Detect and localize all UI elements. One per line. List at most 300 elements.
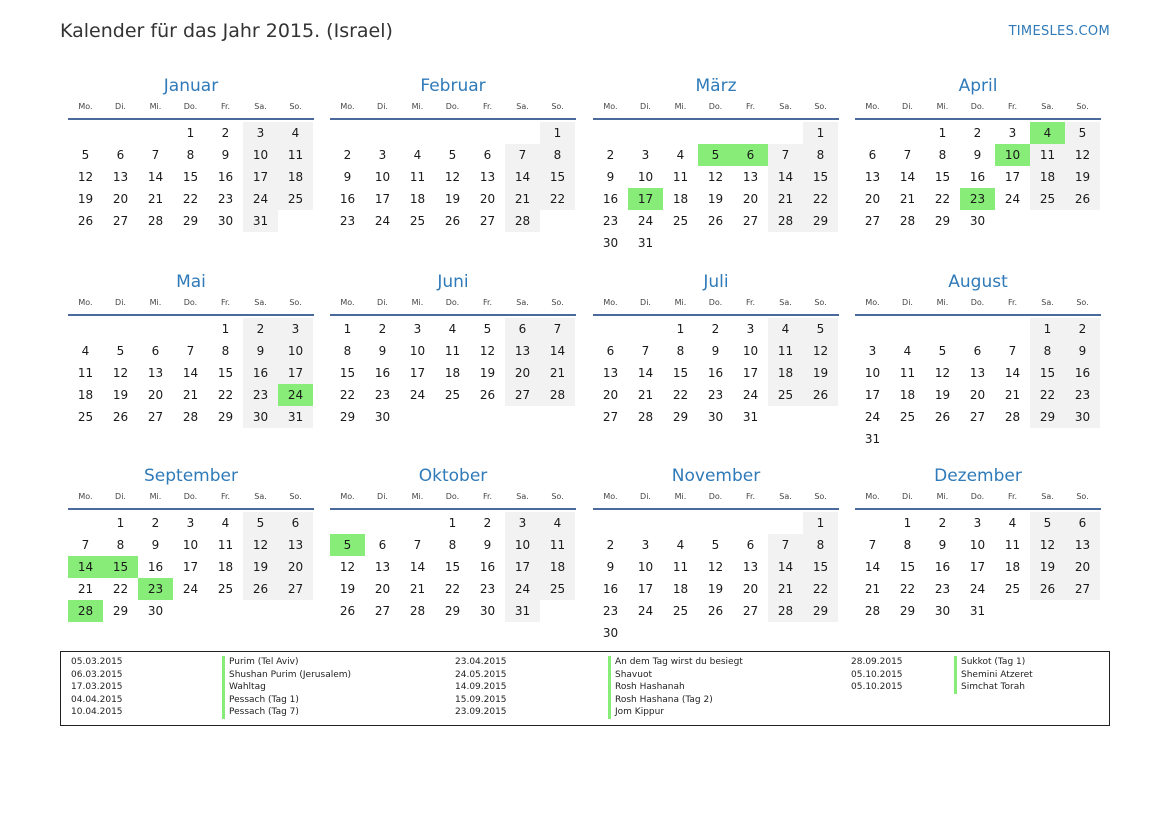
month-8 [855,270,1101,450]
weekday-header [68,490,314,504]
day-cell: 23 [1065,384,1100,406]
day-cell: 8 [116,538,125,552]
day-cell: 26 [339,604,356,618]
day-cell: 26 [707,214,724,228]
empty-cell [173,600,208,622]
day-cell: 14 [540,340,575,362]
weekday-label: So. [551,102,564,111]
day-cell: 23 [138,578,173,600]
day-cell: 21 [505,188,540,210]
day-cell: 11 [672,560,689,574]
day-cell: 4 [676,148,685,162]
empty-cell [733,622,768,644]
empty-cell [855,122,890,144]
empty-cell [278,210,313,232]
weekday-header [593,490,839,504]
day-cell: 9 [711,344,720,358]
weekday-header [593,296,839,310]
empty-cell [995,428,1030,450]
weekday-label: Sa. [779,298,792,307]
weekday-label: Fr. [220,102,231,111]
days-grid [855,318,1101,450]
weekday-label: Sa. [1041,492,1054,501]
day-cell: 29 [934,214,951,228]
holiday-date: 24.05.2015 [455,669,507,680]
day-cell: 26 [77,214,94,228]
days-grid [68,512,314,622]
day-cell: 9 [483,538,492,552]
empty-cell [995,318,1030,340]
day-cell: 25 [409,214,426,228]
day-cell: 24 [969,582,986,596]
holiday-date: 23.09.2015 [455,707,507,717]
day-cell: 18 [1030,166,1065,188]
day-cell: 17 [374,192,391,206]
day-cell: 13 [505,340,540,362]
day-cell: 18 [1004,560,1021,574]
weekday-label: Do. [183,102,198,111]
day-cell: 18 [217,560,234,574]
weekday-label: Mi. [411,492,424,501]
day-cell: 2 [483,516,492,530]
weekday-label: Mo. [865,102,880,111]
day-cell: 14 [1004,366,1021,380]
day-cell: 10 [637,560,654,574]
day-cell: 7 [903,148,912,162]
day-cell: 9 [243,340,278,362]
day-cell: 5 [803,318,838,340]
empty-cell [540,600,575,622]
day-cell: 7 [768,144,803,166]
day-cell: 13 [147,366,164,380]
day-cell: 18 [672,582,689,596]
day-cell: 10 [742,344,759,358]
empty-cell [68,122,103,144]
weekday-label: Fr. [745,492,756,501]
header-rule [855,118,1101,120]
weekday-label: Fr. [1007,492,1018,501]
day-cell: 3 [378,148,387,162]
day-cell: 9 [606,560,615,574]
day-cell: 25 [217,582,234,596]
day-cell: 3 [243,122,278,144]
empty-cell [628,318,663,340]
day-cell: 27 [1065,578,1100,600]
empty-cell [768,122,803,144]
day-cell: 26 [1030,578,1065,600]
day-cell: 14 [637,366,654,380]
empty-cell [768,512,803,534]
holiday-name: An dem Tag wirst du besiegt [608,656,743,669]
day-cell: 8 [540,144,575,166]
month-7 [593,270,839,428]
empty-cell [890,428,925,450]
days-grid [593,318,839,428]
day-cell: 24 [1004,192,1021,206]
day-cell: 28 [540,384,575,406]
header-rule [330,118,576,120]
empty-cell [1065,428,1100,450]
day-cell: 27 [864,214,881,228]
day-cell: 10 [278,340,313,362]
holiday-name: Purim (Tel Aviv) [222,656,351,669]
day-cell: 4 [1030,122,1065,144]
empty-cell [400,406,435,428]
day-cell: 23 [960,188,995,210]
weekday-label: Do. [445,102,460,111]
weekday-label: So. [1076,102,1089,111]
day-cell: 19 [803,362,838,384]
header-rule [68,118,314,120]
empty-cell [1030,428,1065,450]
day-cell: 10 [995,144,1030,166]
day-cell: 13 [1065,534,1100,556]
holiday-name: Rosh Hashanah [608,681,743,694]
day-cell: 20 [742,582,759,596]
day-cell: 23 [934,582,951,596]
day-cell: 8 [186,148,195,162]
day-cell: 19 [707,582,724,596]
weekday-label: Sa. [254,492,267,501]
day-cell: 9 [378,344,387,358]
weekday-label: Mi. [936,298,949,307]
empty-cell [698,232,733,254]
weekday-label: Di. [377,102,388,111]
day-cell: 27 [147,410,164,424]
day-cell: 28 [864,604,881,618]
header-rule [855,314,1101,316]
weekday-label: Mo. [340,492,355,501]
day-cell: 24 [243,188,278,210]
day-cell: 8 [1030,340,1065,362]
day-cell: 17 [628,188,663,210]
empty-cell [435,122,470,144]
month-12 [855,464,1101,622]
empty-cell [68,318,103,340]
holiday-names-column-2 [608,656,743,719]
day-cell: 17 [864,388,881,402]
day-cell: 6 [973,344,982,358]
day-cell: 3 [746,322,755,336]
day-cell: 18 [444,366,461,380]
weekday-label: Mo. [865,298,880,307]
day-cell: 28 [409,604,426,618]
weekday-label: Di. [902,492,913,501]
weekday-label: Do. [708,492,723,501]
day-cell: 30 [243,406,278,428]
empty-cell [330,512,365,534]
day-cell: 5 [330,534,365,556]
weekday-label: Fr. [482,298,493,307]
day-cell: 16 [602,192,619,206]
empty-cell [768,622,803,644]
empty-cell [890,318,925,340]
empty-cell [330,122,365,144]
day-cell: 2 [378,322,387,336]
day-cell: 4 [676,538,685,552]
day-cell: 23 [479,582,496,596]
day-cell: 12 [77,170,94,184]
holiday-date: 05.10.2015 [851,669,903,680]
day-cell: 20 [505,362,540,384]
day-cell: 3 [641,148,650,162]
day-cell: 30 [217,214,234,228]
weekday-label: Di. [640,102,651,111]
day-cell: 31 [637,236,654,250]
weekday-label: Do. [445,298,460,307]
day-cell: 21 [768,578,803,600]
weekday-label: Mo. [78,102,93,111]
day-cell: 1 [1030,318,1065,340]
day-cell: 20 [969,388,986,402]
month-5 [68,270,314,428]
day-cell: 14 [68,556,103,578]
day-cell: 22 [339,388,356,402]
day-cell: 16 [243,362,278,384]
day-cell: 9 [221,148,230,162]
day-cell: 21 [409,582,426,596]
day-cell: 29 [182,214,199,228]
day-cell: 29 [444,604,461,618]
holiday-name: Jom Kippur [608,706,743,719]
empty-cell [803,232,838,254]
holiday-names-column-1 [222,656,351,719]
holiday-date: 06.03.2015 [71,669,123,680]
day-cell: 17 [505,556,540,578]
day-cell: 22 [803,188,838,210]
day-cell: 26 [707,604,724,618]
weekday-label: So. [814,298,827,307]
day-cell: 26 [444,214,461,228]
day-cell: 27 [505,384,540,406]
day-cell: 6 [151,344,160,358]
day-cell: 19 [112,388,129,402]
weekday-label: Do. [445,492,460,501]
day-cell: 22 [1030,384,1065,406]
holiday-legend [60,651,1110,726]
weekday-label: Do. [183,298,198,307]
empty-cell [663,122,698,144]
day-cell: 22 [899,582,916,596]
day-cell: 11 [672,170,689,184]
day-cell: 24 [637,604,654,618]
empty-cell [698,622,733,644]
day-cell: 4 [448,322,457,336]
day-cell: 12 [707,170,724,184]
day-cell: 31 [505,600,540,622]
day-cell: 19 [1065,166,1100,188]
day-cell: 7 [868,538,877,552]
day-cell: 7 [81,538,90,552]
weekday-label: Mi. [149,492,162,501]
weekday-label: Mi. [411,102,424,111]
header-rule [68,314,314,316]
day-cell: 12 [707,560,724,574]
weekday-label: So. [814,102,827,111]
day-cell: 23 [707,388,724,402]
weekday-label: Fr. [745,102,756,111]
day-cell: 16 [969,170,986,184]
day-cell: 15 [540,166,575,188]
month-6 [330,270,576,428]
days-grid [593,122,839,254]
day-cell: 25 [672,214,689,228]
day-cell: 22 [182,192,199,206]
day-cell: 17 [409,366,426,380]
day-cell: 18 [409,192,426,206]
weekday-label: So. [289,492,302,501]
day-cell: 14 [899,170,916,184]
day-cell: 24 [864,410,881,424]
weekday-label: Fr. [220,492,231,501]
day-cell: 3 [1008,126,1017,140]
day-cell: 30 [969,214,986,228]
day-cell: 15 [803,166,838,188]
day-cell: 25 [1004,582,1021,596]
day-cell: 13 [602,366,619,380]
month-4 [855,74,1101,232]
days-grid [68,318,314,428]
day-cell: 12 [934,366,951,380]
month-name: Mai [176,272,206,292]
day-cell: 24 [278,384,313,406]
holiday-name: Sukkot (Tag 1) [954,656,1033,669]
days-grid [330,122,576,232]
day-cell: 5 [1065,122,1100,144]
weekday-header [855,100,1101,114]
day-cell: 9 [343,170,352,184]
day-cell: 25 [672,604,689,618]
day-cell: 30 [934,604,951,618]
day-cell: 16 [147,560,164,574]
empty-cell [698,122,733,144]
empty-cell [68,512,103,534]
day-cell: 6 [606,344,615,358]
holiday-name: Wahltag [222,681,351,694]
weekday-label: Sa. [516,492,529,501]
day-cell: 23 [602,604,619,618]
weekday-label: So. [551,492,564,501]
day-cell: 13 [742,560,759,574]
empty-cell [400,512,435,534]
day-cell: 11 [540,534,575,556]
weekday-label: Fr. [1007,298,1018,307]
day-cell: 20 [1065,556,1100,578]
day-cell: 29 [803,600,838,622]
day-cell: 4 [278,122,313,144]
day-cell: 17 [1004,170,1021,184]
day-cell: 21 [864,582,881,596]
day-cell: 22 [934,192,951,206]
day-cell: 28 [1004,410,1021,424]
holiday-date: 05.03.2015 [71,657,123,667]
day-cell: 14 [182,366,199,380]
day-cell: 29 [803,210,838,232]
empty-cell [505,122,540,144]
day-cell: 23 [217,192,234,206]
day-cell: 7 [186,344,195,358]
day-cell: 1 [803,122,838,144]
brand-logo[interactable]: TIMESLES.COM [1008,24,1110,39]
weekday-header [68,100,314,114]
day-cell: 14 [505,166,540,188]
holiday-date: 05.10.2015 [851,682,903,692]
day-cell: 10 [969,538,986,552]
empty-cell [540,210,575,232]
day-cell: 25 [1030,188,1065,210]
day-cell: 28 [768,600,803,622]
empty-cell [995,600,1030,622]
day-cell: 20 [112,192,129,206]
empty-cell [208,600,243,622]
weekday-label: Sa. [516,298,529,307]
weekday-label: So. [289,102,302,111]
empty-cell [803,406,838,428]
day-cell: 11 [409,170,426,184]
day-cell: 31 [278,406,313,428]
day-cell: 1 [903,516,912,530]
day-cell: 3 [186,516,195,530]
weekday-label: Mi. [936,102,949,111]
day-cell: 4 [903,344,912,358]
day-cell: 16 [479,560,496,574]
weekday-label: So. [289,298,302,307]
holiday-dates-column-3 [851,656,903,694]
day-cell: 27 [969,410,986,424]
weekday-label: Fr. [482,492,493,501]
empty-cell [470,122,505,144]
day-cell: 19 [1030,556,1065,578]
month-3 [593,74,839,254]
day-cell: 1 [116,516,125,530]
days-grid [330,512,576,622]
day-cell: 4 [413,148,422,162]
day-cell: 12 [444,170,461,184]
weekday-header [68,296,314,310]
day-cell: 25 [768,384,803,406]
day-cell: 17 [742,366,759,380]
day-cell: 8 [221,344,230,358]
empty-cell [365,122,400,144]
weekday-label: Mi. [936,492,949,501]
day-cell: 30 [374,410,391,424]
empty-cell [855,512,890,534]
day-cell: 2 [973,126,982,140]
day-cell: 9 [1065,340,1100,362]
holiday-name: Simchat Torah [954,681,1033,694]
empty-cell [278,600,313,622]
empty-cell [925,318,960,340]
weekday-label: So. [1076,492,1089,501]
day-cell: 31 [864,432,881,446]
weekday-label: Do. [970,492,985,501]
day-cell: 6 [116,148,125,162]
month-name: Januar [163,76,219,96]
day-cell: 28 [182,410,199,424]
weekday-label: Di. [902,298,913,307]
day-cell: 20 [374,582,391,596]
day-cell: 12 [803,340,838,362]
day-cell: 6 [278,512,313,534]
page-title: Kalender für das Jahr 2015. (Israel) [60,20,393,42]
day-cell: 29 [672,410,689,424]
day-cell: 25 [444,388,461,402]
empty-cell [593,512,628,534]
weekday-label: Do. [970,298,985,307]
month-9 [68,464,314,622]
weekday-label: So. [551,298,564,307]
empty-cell [663,622,698,644]
